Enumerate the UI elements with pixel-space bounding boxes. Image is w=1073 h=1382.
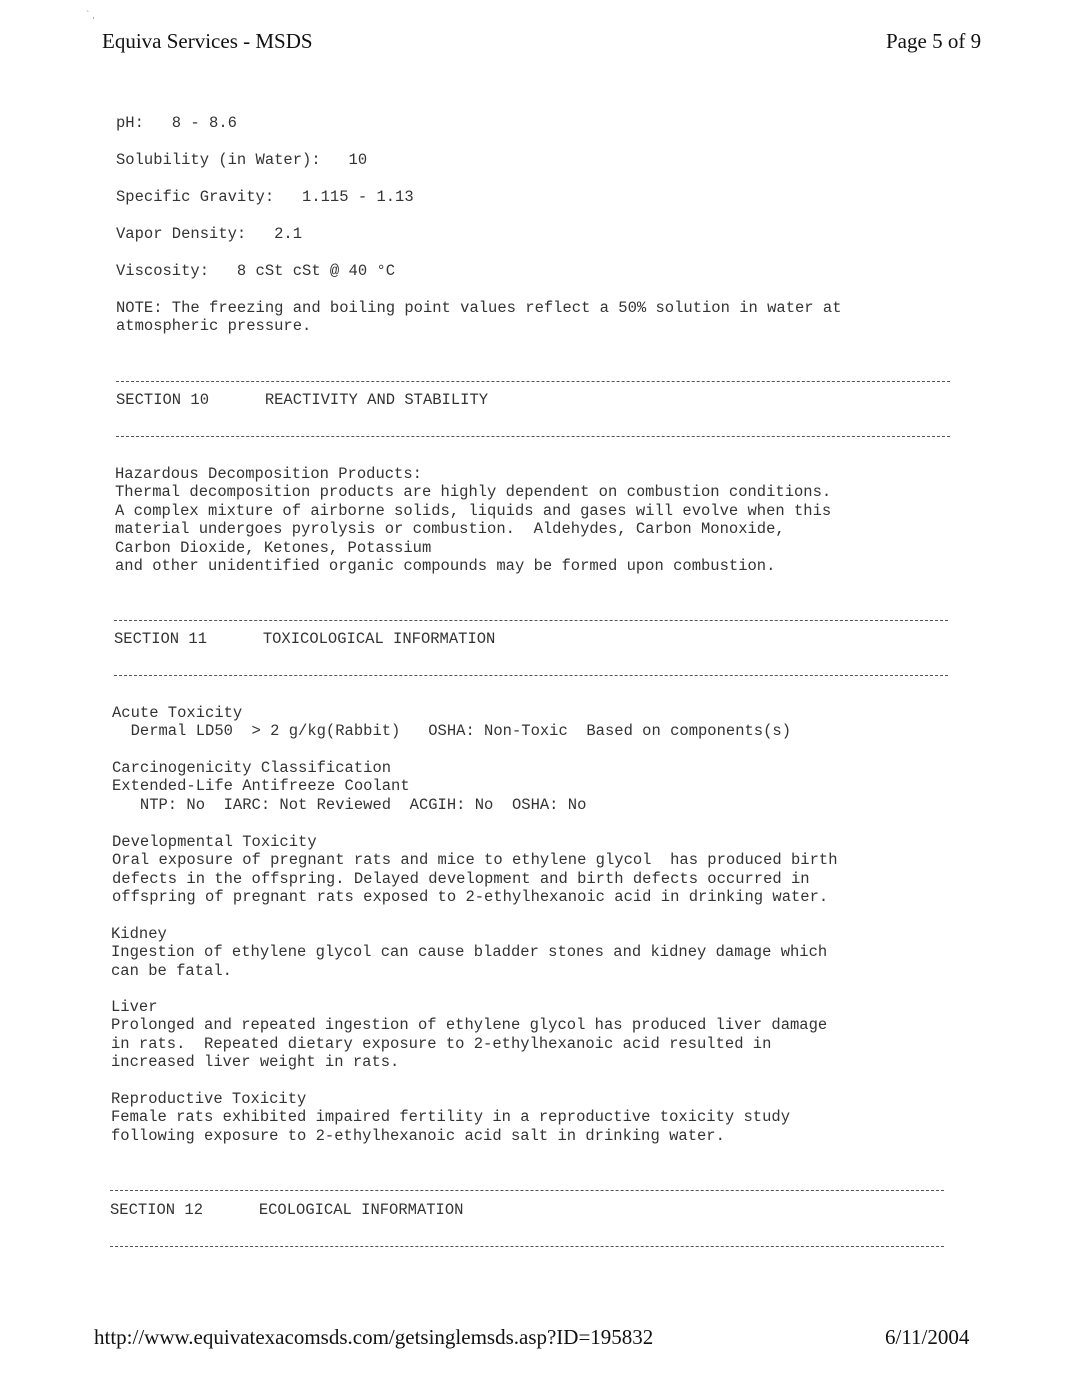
section-divider [114,675,948,676]
section-10-heading: SECTION 10 REACTIVITY AND STABILITY [116,391,489,409]
section-divider [114,620,948,621]
print-date: 6/11/2004 [885,1325,970,1349]
section-12-heading: SECTION 12 ECOLOGICAL INFORMATION [110,1201,464,1219]
source-url: http://www.equivatexacomsds.com/getsinglemsds.asp?ID=195832 [94,1325,654,1349]
section-divider [110,1246,944,1247]
property-solubility: Solubility (in Water): 10 [116,151,368,169]
acute-toxicity: Acute Toxicity Dermal LD50 > 2 g/kg(Rabbit) OSHA: Non-Toxic Based on components(s) [112,704,792,741]
note-text: NOTE: The freezing and boiling point values reflect a 50% solution in water at atmospheric pressure. [116,299,842,336]
developmental-toxicity: Developmental Toxicity Oral exposure of pregnant rats and mice to ethylene glycol has produced birth defects in the offspring. Delayed development and birth defects occurred in offspring of pregnant rats exposed to 2-ethylhexanoic acid in drinking water. [112,833,838,907]
property-vapor-density: Vapor Density: 2.1 [116,225,303,243]
property-ph: pH: 8 - 8.6 [116,114,237,132]
section-divider [116,436,950,437]
section-11-heading: SECTION 11 TOXICOLOGICAL INFORMATION [114,630,496,648]
property-specific-gravity: Specific Gravity: 1.115 - 1.13 [116,188,414,206]
section-divider [110,1190,944,1191]
liver-effects: Liver Prolonged and repeated ingestion of ethylene glycol has produced liver damage in rats. Repeated dietary exposure to 2-ethylhexanoic acid resulted in increased liver weight in rats. [111,998,828,1072]
property-viscosity: Viscosity: 8 cSt cSt @ 40 °C [116,262,396,280]
section-10-body: Hazardous Decomposition Products: Thermal decomposition products are highly dependent on combustion conditions. A complex mixture of airborne solids, liquids and gases will evolve when this material undergoes pyrolysis or combustion. Aldehydes, Carbon Monoxide, Carbon Dioxide, Ketones, Potassium and other unidentified organic compounds may be formed upon combustion. [115,465,832,576]
reproductive-toxicity: Reproductive Toxicity Female rats exhibited impaired fertility in a reproductive toxicity study following exposure to 2-ethylhexanoic acid salt in drinking water. [111,1090,791,1145]
kidney-effects: Kidney Ingestion of ethylene glycol can cause bladder stones and kidney damage which can be fatal. [111,925,828,980]
scan-artifact: ` , [86,10,95,21]
page-number: Page 5 of 9 [886,29,982,53]
carcinogenicity-classification: Carcinogenicity Classification Extended-Life Antifreeze Coolant NTP: No IARC: Not Reviewed ACGIH: No OSHA: No [112,759,587,814]
document-title: Equiva Services - MSDS [102,29,313,53]
section-divider [116,381,950,382]
